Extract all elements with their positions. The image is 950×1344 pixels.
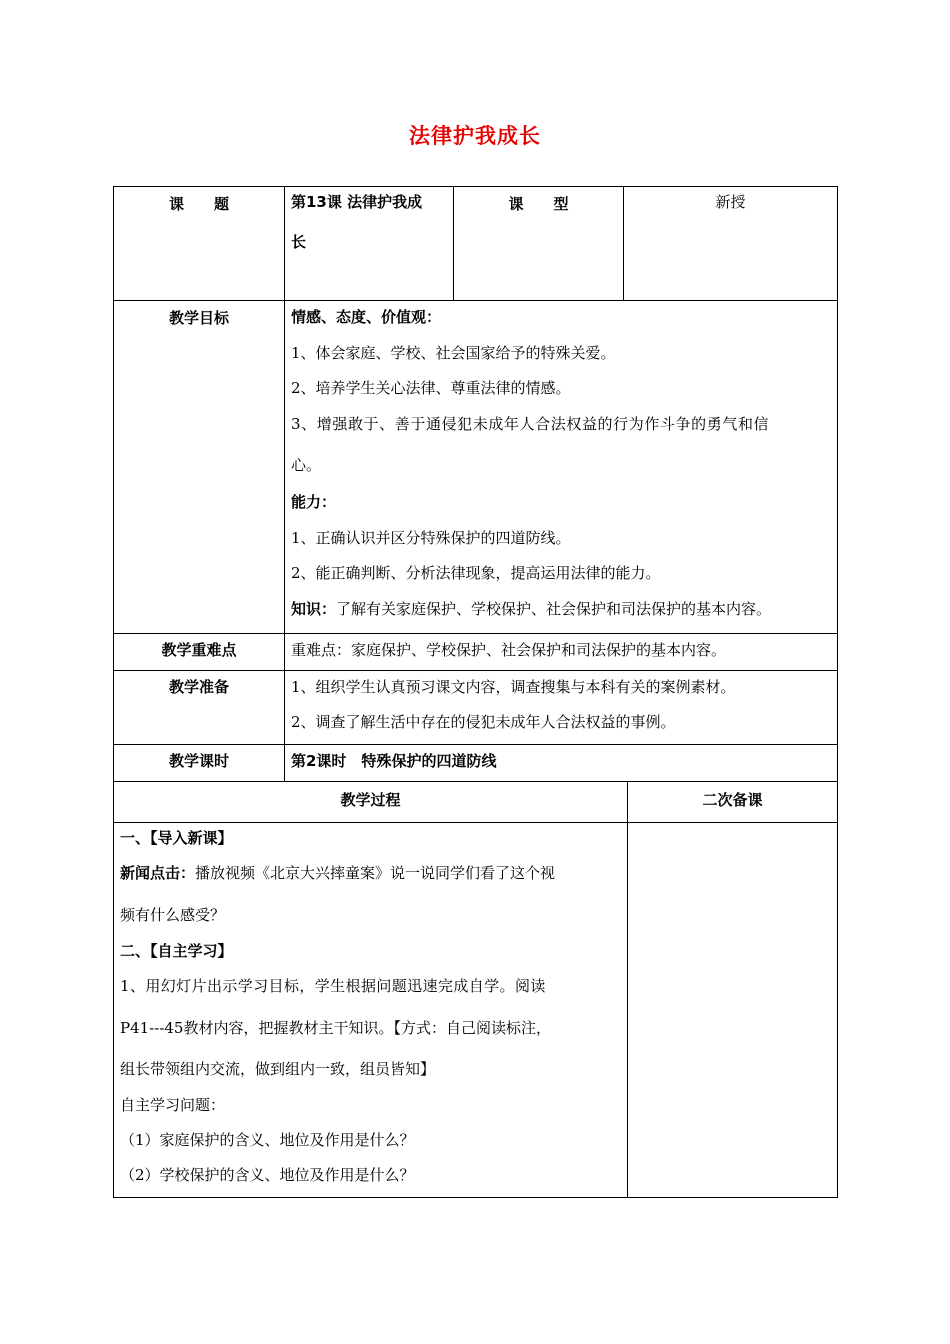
- second-prep-header-cell: [627, 781, 838, 823]
- emotion-heading: 情感、态度、价值观：: [291, 308, 442, 326]
- ability-item-2: 2、能正确判断、分析法律现象，提高运用法律的能力。: [291, 564, 661, 582]
- news-text-a: 播放视频《北京大兴摔童案》说一说同学们看了这个视: [195, 864, 556, 882]
- topic-label: 课 题: [168, 195, 229, 213]
- preparation-label: 教学准备: [168, 678, 229, 696]
- keypoints-label-cell: [113, 633, 285, 671]
- second-prep-header: 二次备课: [702, 791, 763, 809]
- process-header-cell: [113, 781, 628, 823]
- news-text-b: 频有什么感受？: [120, 906, 226, 924]
- preparation-item-1: 1、组织学生认真预习课文内容，调查搜集与本科有关的案例素材。: [291, 678, 736, 696]
- learning-line-1: 1、用幻灯片出示学习目标，学生根据问题迅速完成自学。阅读: [120, 977, 546, 995]
- second-prep-content-cell: [627, 822, 838, 1198]
- section-1-heading: 一、【导入新课】: [120, 829, 233, 847]
- news-heading: 新闻点击：: [120, 864, 196, 882]
- type-label-cell: [453, 186, 624, 301]
- ability-heading: 能力：: [291, 493, 337, 511]
- topic-value-cell: [284, 186, 454, 301]
- topic-value-line2: 长: [291, 233, 307, 251]
- type-value-cell: [623, 186, 838, 301]
- keypoints-text: 重难点：家庭保护、学校保护、社会保护和司法保护的基本内容。: [291, 641, 727, 659]
- section-2-heading: 二、【自主学习】: [120, 942, 233, 960]
- type-label: 课 型: [508, 195, 569, 213]
- learning-line-2: P41---45教材内容，把握教材主干知识。【方式：自己阅读标注，: [120, 1019, 551, 1037]
- ability-item-1: 1、正确认识并区分特殊保护的四道防线。: [291, 529, 571, 547]
- knowledge-text: 了解有关家庭保护、学校保护、社会保护和司法保护的基本内容。: [336, 600, 772, 618]
- period-label: 教学课时: [168, 752, 229, 770]
- objectives-content-cell: [284, 300, 838, 634]
- emotion-item-1: 1、体会家庭、学校、社会国家给予的特殊关爱。: [291, 344, 616, 362]
- preparation-content-cell: [284, 670, 838, 745]
- keypoints-content-cell: [284, 633, 838, 671]
- emotion-item-3b: 心。: [291, 456, 322, 474]
- question-2: （2）学校保护的含义、地位及作用是什么？: [120, 1166, 415, 1184]
- objectives-label: 教学目标: [168, 309, 229, 327]
- process-content-cell: [113, 822, 628, 1198]
- topic-value-line1: 第13课 法律护我成: [291, 193, 423, 211]
- questions-heading: 自主学习问题：: [120, 1096, 226, 1114]
- topic-label-cell: [113, 186, 285, 301]
- preparation-label-cell: [113, 670, 285, 745]
- keypoints-label: 教学重难点: [161, 641, 237, 659]
- objectives-label-cell: [113, 300, 285, 634]
- preparation-item-2: 2、调查了解生活中存在的侵犯未成年人合法权益的事例。: [291, 713, 676, 731]
- page-title: 法律护我成长: [409, 124, 541, 148]
- learning-line-3: 组长带领组内交流，做到组内一致，组员皆知】: [120, 1060, 436, 1078]
- question-1: （1）家庭保护的含义、地位及作用是什么？: [120, 1131, 415, 1149]
- emotion-item-2: 2、培养学生关心法律、尊重法律的情感。: [291, 379, 571, 397]
- type-value: 新授: [715, 193, 746, 211]
- period-content-cell: [284, 744, 838, 782]
- knowledge-heading: 知识：: [291, 600, 337, 618]
- period-label-cell: [113, 744, 285, 782]
- process-header: 教学过程: [340, 791, 401, 809]
- emotion-item-3a: 3、增强敢于、善于通侵犯未成年人合法权益的行为作斗争的勇气和信: [291, 415, 770, 433]
- period-text: 第2课时 特殊保护的四道防线: [291, 752, 497, 770]
